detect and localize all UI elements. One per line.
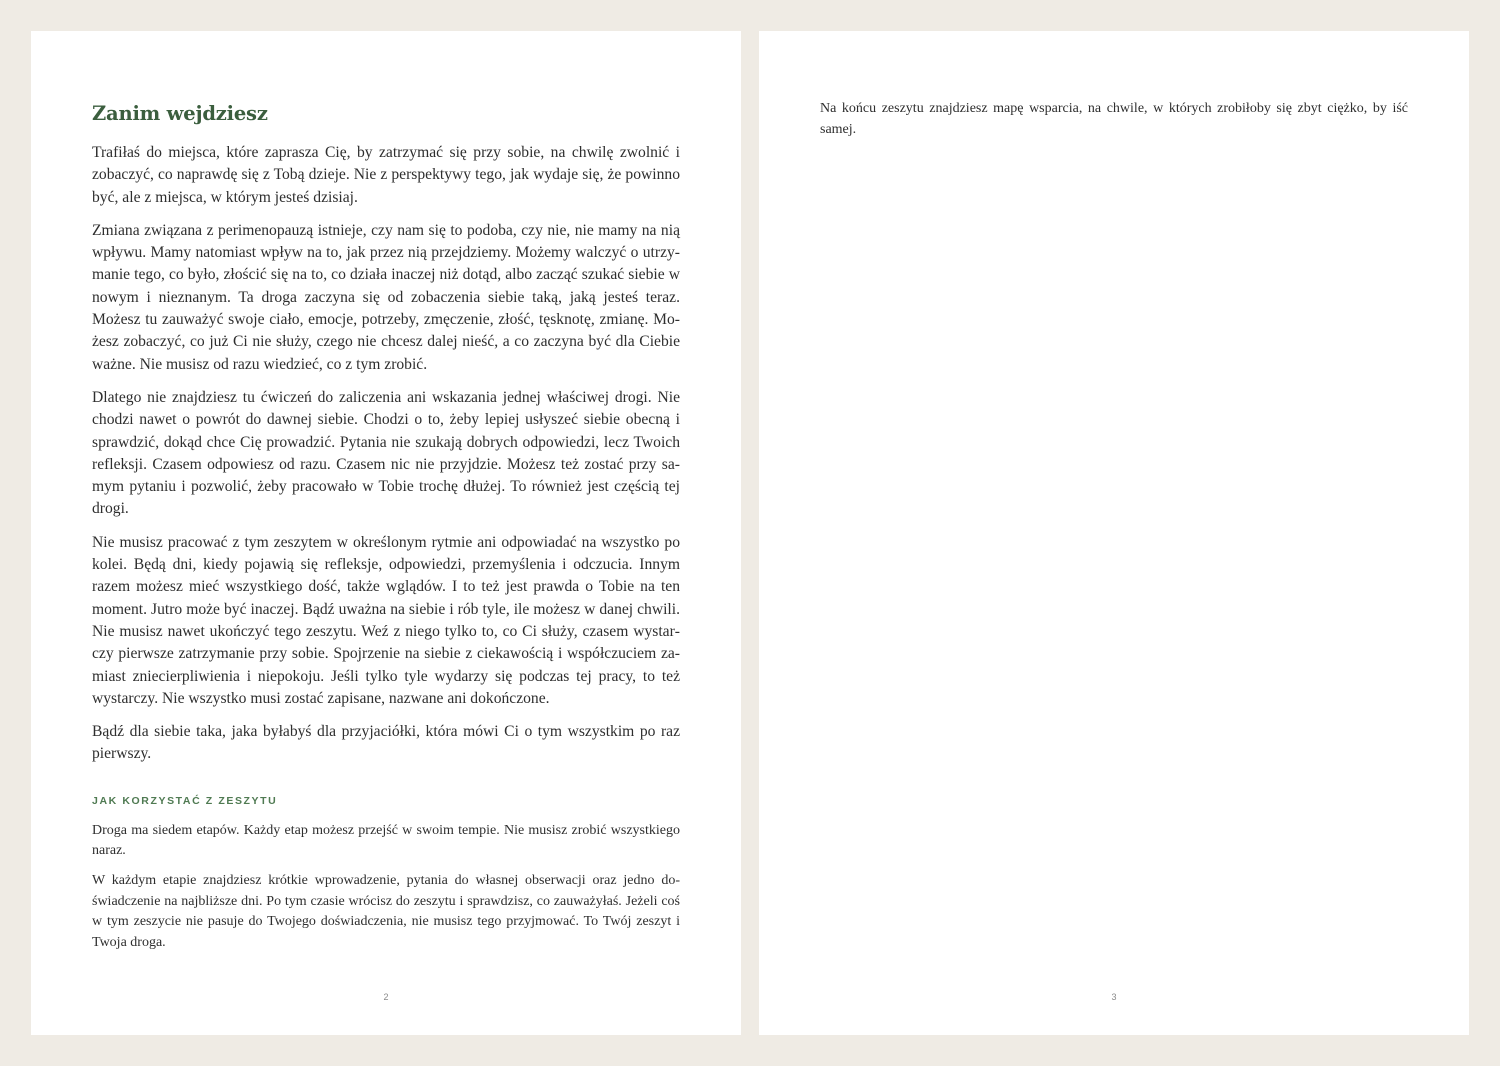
section-paragraph: W każdym etapie znajdziesz krótkie wprowadzenie, pytania do własnej obserwacji oraz jedno doświadczenie na najbliższe dni. Po tym czasie wrócisz do zeszytu i sprawdzisz, co zauważyłaś. Jeżeli coś w tym zeszycie nie pasuje do Twojego doświadczenia, nie musisz tego przyjmować. To Twój zeszyt i Twoja droga. xyxy=(92,872,680,950)
page-right-content xyxy=(820,99,1408,149)
body-paragraph: Trafiłaś do miejsca, które zaprasza Cię, by zatrzymać się przy sobie, na chwilę zwolnić i zobaczyć, co naprawdę się z Tobą dzieje. Nie z perspektywy tego, jak wydaje się, że powinno być, ale z miejsca, w którym jesteś dzisiaj. xyxy=(92,144,680,206)
page-left-content xyxy=(92,101,680,962)
body-paragraph: Nie musisz pracować z tym zeszytem w określonym rytmie ani odpowiadać na wszystko po kolei. Będą dni, kiedy pojawią się refleksje, odpowiedzi, przemyślenia i odczucia. Innym razem możesz mieć wszystkiego dość, także wglądów. I to też jest prawda o Tobie na ten moment. Jutro może być inaczej. Bądź uważna na siebie i rób tyle, ile możesz w danej chwili. Nie musisz nawet ukończyć tego zeszytu. Weź z niego tylko to, co Ci służy, czasem wystarczy pierwsze zatrzymanie przy sobie. Spojrzenie na siebie z ciekawością i współczuciem zamiast zniecierpliwienia i niepokoju. Jeśli tylko tyle wydarzy się podczas tej pracy, to też wystarczy. Nie wszystko musi zostać zapisane, nazwane ani dokończone. xyxy=(92,533,680,707)
body-paragraph: Dlatego nie znajdziesz tu ćwiczeń do zaliczenia ani wskazania jednej właściwej drogi. Nie chodzi nawet o powrót do dawnej siebie. Chodzi o to, żeby lepiej usłyszeć siebie obecną i sprawdzić, dokąd chce Cię prowadzić. Pytania nie szukają dobrych odpowiedzi, lecz Twoich refleksji. Czasem odpowiesz od razu. Czasem nic nie przyjdzie. Możesz też zostać przy samym pytaniu i pozwolić, żeby pracowało w Tobie trochę dłużej. To również jest częścią tej drogi. xyxy=(92,388,680,518)
page-number: 2 xyxy=(383,992,389,1002)
page-right xyxy=(759,31,1469,1035)
section-paragraph: Droga ma siedem etapów. Każdy etap możesz przejść w swoim tempie. Nie musisz zrobić wszystkiego naraz. xyxy=(92,822,680,859)
section-heading: JAK KORZYSTAĆ Z ZESZYTU xyxy=(92,794,278,807)
body-paragraph: Bądź dla siebie taka, jaka byłabyś dla przyjaciółki, która mówi Ci o tym wszystkim po raz pierwszy. xyxy=(92,723,680,763)
body-paragraph: Zmiana związana z perimenopauzą istnieje, czy nam się to podoba, czy nie, nie mamy na nią wpływu. Mamy natomiast wpływ na to, jak przez nią przejdziemy. Możemy walczyć o utrzymanie tego, co było, złościć się na to, co działa inaczej niż dotąd, albo zacząć szukać siebie w nowym i nieznanym. Ta droga zaczyna się od zobaczenia siebie taką, jaką jesteś teraz. Możesz tu zauważyć swoje ciało, emocje, potrzeby, zmęczenie, złość, tęsknotę, zmianę. Możesz zobaczyć, co już Ci nie służy, czego nie chcesz dalej nieść, a co zaczyna być dla Ciebie ważne. Nie musisz od razu wiedzieć, co z tym zrobić. xyxy=(92,221,680,373)
page-number: 3 xyxy=(1111,992,1117,1002)
page-left xyxy=(31,31,741,1035)
body-paragraph: Na końcu zeszytu znajdziesz mapę wsparcia, na chwile, w których zrobiłoby się zbyt ciężko, by iść samej. xyxy=(820,101,1408,137)
page-title: Zanim wejdziesz xyxy=(92,102,268,125)
